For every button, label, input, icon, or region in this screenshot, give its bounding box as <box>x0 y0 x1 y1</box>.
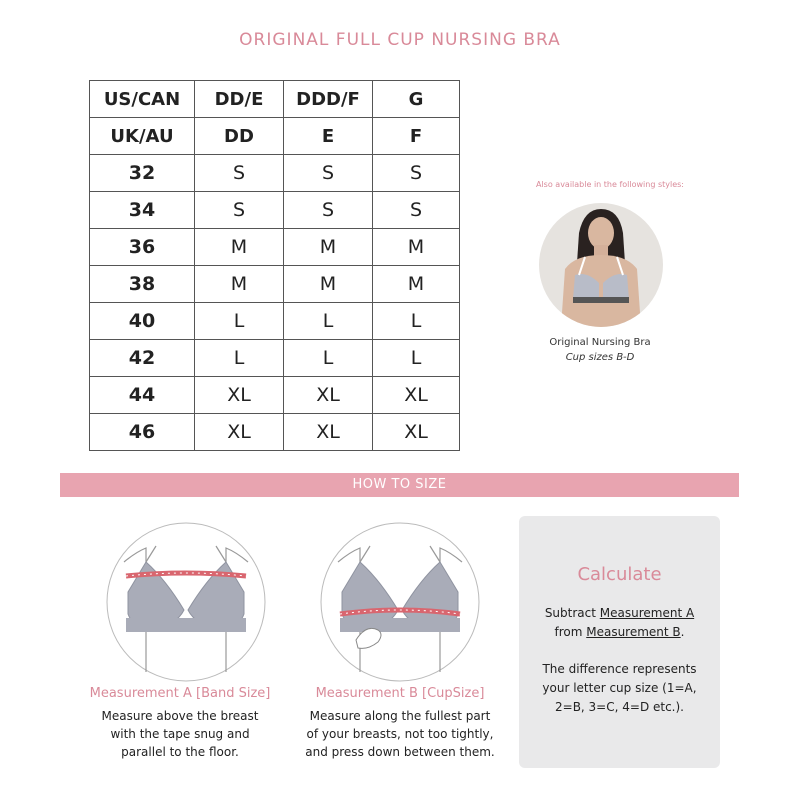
measurement-b-illustration <box>320 522 480 682</box>
measurement-b-title: Measurement B [CupSize] <box>315 686 485 701</box>
table-row <box>90 155 460 192</box>
calculate-line-2: from Measurement B. <box>554 625 685 639</box>
fit-size-cell: L <box>284 340 373 377</box>
fit-size-cell: S <box>373 155 460 192</box>
fit-size-cell: S <box>284 192 373 229</box>
measurement-a-title: Measurement A [Band Size] <box>89 686 271 701</box>
table-row <box>90 192 460 229</box>
fit-size-cell: M <box>373 229 460 266</box>
measurement-b-ref: Measurement B <box>586 625 681 639</box>
fit-size-cell: M <box>373 266 460 303</box>
fit-size-cell: XL <box>373 414 460 451</box>
band-size-cell: 32 <box>90 155 195 192</box>
region-label-cell: UK/AU <box>90 118 195 155</box>
table-row <box>90 377 460 414</box>
measurement-a-description: Measure above the breast with the tape snug and parallel to the floor. <box>101 709 259 759</box>
band-size-cell: 36 <box>90 229 195 266</box>
fit-size-cell: S <box>195 192 284 229</box>
fit-size-cell: L <box>195 340 284 377</box>
table-header-row <box>90 81 460 118</box>
fit-size-cell: M <box>284 229 373 266</box>
size-chart-table <box>89 80 460 451</box>
fit-size-cell: XL <box>373 377 460 414</box>
fit-size-cell: M <box>195 229 284 266</box>
band-size-cell: 42 <box>90 340 195 377</box>
fit-size-cell: XL <box>284 377 373 414</box>
fit-size-cell: S <box>373 192 460 229</box>
region-label-cell: US/CAN <box>90 81 195 118</box>
measurement-a-illustration <box>106 522 266 682</box>
calculate-panel <box>519 516 720 768</box>
cup-size-cell: DD <box>195 118 284 155</box>
style-name[interactable]: Original Nursing Bra <box>549 337 651 348</box>
cup-size-cell: E <box>284 118 373 155</box>
style-cup-sizes: Cup sizes B-D <box>565 352 635 363</box>
fit-size-cell: XL <box>195 377 284 414</box>
cup-size-cell: F <box>373 118 460 155</box>
fit-size-cell: S <box>284 155 373 192</box>
fit-size-cell: L <box>373 340 460 377</box>
fit-size-cell: M <box>284 266 373 303</box>
cup-size-cell: DDD/F <box>284 81 373 118</box>
style-product-photo[interactable] <box>539 203 663 327</box>
fit-size-cell: L <box>284 303 373 340</box>
table-row <box>90 303 460 340</box>
table-row <box>90 229 460 266</box>
how-to-size-banner: HOW TO SIZE <box>60 473 739 497</box>
band-size-cell: 34 <box>90 192 195 229</box>
calculate-line-1: Subtract Measurement A <box>544 606 695 620</box>
table-row <box>90 414 460 451</box>
cup-size-cell: G <box>373 81 460 118</box>
table-row <box>90 340 460 377</box>
cup-size-cell: DD/E <box>195 81 284 118</box>
fit-size-cell: S <box>195 155 284 192</box>
band-size-cell: 46 <box>90 414 195 451</box>
band-size-cell: 40 <box>90 303 195 340</box>
fit-size-cell: XL <box>284 414 373 451</box>
measurement-b-description: Measure along the fullest part of your breasts, not too tightly, and press down between them. <box>305 709 495 759</box>
calculate-line-3: The difference represents <box>542 662 697 676</box>
band-size-cell: 44 <box>90 377 195 414</box>
calculate-line-5: 2=B, 3=C, 4=D etc.). <box>555 700 684 714</box>
band-size-cell: 38 <box>90 266 195 303</box>
table-header-row <box>90 118 460 155</box>
page-title: ORIGINAL FULL CUP NURSING BRA <box>239 30 561 50</box>
fit-size-cell: L <box>195 303 284 340</box>
fit-size-cell: M <box>195 266 284 303</box>
also-available-heading: Also available in the following styles: <box>535 180 684 189</box>
fit-size-cell: L <box>373 303 460 340</box>
calculate-line-4: your letter cup size (1=A, <box>542 681 697 695</box>
fit-size-cell: XL <box>195 414 284 451</box>
calculate-title: Calculate <box>577 564 662 585</box>
table-row <box>90 266 460 303</box>
measurement-a-ref: Measurement A <box>599 606 695 620</box>
